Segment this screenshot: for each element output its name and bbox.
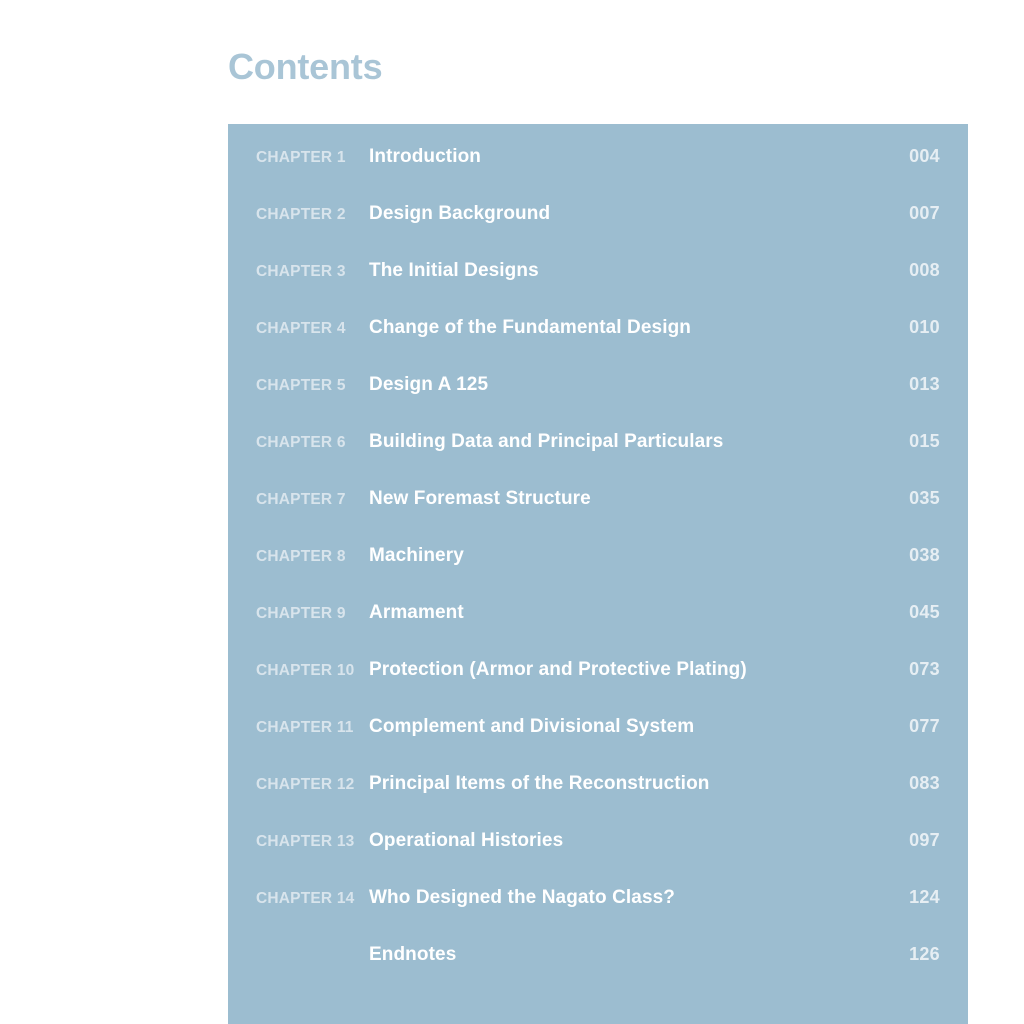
toc-page-number: 077 [909, 716, 940, 736]
toc-page-number: 124 [909, 887, 940, 907]
toc-entry[interactable] [228, 887, 968, 944]
toc-entry[interactable] [228, 545, 968, 602]
toc-chapter-label: CHAPTER 14 [256, 890, 355, 907]
toc-entry[interactable] [228, 260, 968, 317]
toc-entry[interactable] [228, 602, 968, 659]
toc-page-number: 126 [909, 944, 940, 964]
toc-chapter-title: Armament [369, 602, 464, 623]
toc-entry[interactable] [228, 659, 968, 716]
toc-chapter-title: New Foremast Structure [369, 488, 591, 509]
toc-chapter-title: Endnotes [369, 944, 457, 965]
toc-chapter-title: Design Background [369, 203, 551, 224]
toc-page-number: 013 [909, 374, 940, 394]
toc-chapter-title: Principal Items of the Reconstruction [369, 773, 710, 794]
toc-chapter-label: CHAPTER 1 [256, 149, 346, 166]
page-title: Contents [228, 46, 383, 87]
toc-chapter-label: CHAPTER 12 [256, 776, 355, 793]
toc-chapter-title: The Initial Designs [369, 260, 539, 281]
toc-chapter-label: CHAPTER 3 [256, 263, 346, 280]
toc-entry[interactable] [228, 317, 968, 374]
toc-page-number: 083 [909, 773, 940, 793]
toc-chapter-label: CHAPTER 6 [256, 434, 346, 451]
toc-entry[interactable] [228, 944, 968, 1001]
toc-chapter-title: Change of the Fundamental Design [369, 317, 691, 338]
toc-chapter-title: Introduction [369, 146, 482, 167]
toc-chapter-label: CHAPTER 7 [256, 491, 346, 508]
toc-page-number: 038 [909, 545, 940, 565]
toc-chapter-title: Operational Histories [369, 830, 564, 851]
toc-chapter-label: CHAPTER 8 [256, 548, 346, 565]
toc-page-number: 045 [909, 602, 940, 622]
toc-page-number: 008 [909, 260, 940, 280]
toc-entry[interactable] [228, 146, 968, 203]
table-of-contents-panel [228, 124, 968, 1024]
toc-chapter-title: Design A 125 [369, 374, 489, 395]
toc-chapter-label: CHAPTER 5 [256, 377, 346, 394]
toc-page-number: 007 [909, 203, 940, 223]
table-of-contents-list [228, 146, 968, 1001]
toc-chapter-label: CHAPTER 9 [256, 605, 346, 622]
toc-chapter-title: Who Designed the Nagato Class? [369, 887, 675, 908]
toc-page-number: 004 [909, 146, 940, 166]
toc-chapter-label: CHAPTER 4 [256, 320, 346, 337]
toc-chapter-label: CHAPTER 10 [256, 662, 355, 679]
toc-chapter-label: CHAPTER 2 [256, 206, 346, 223]
toc-entry[interactable] [228, 203, 968, 260]
toc-chapter-label: CHAPTER 11 [256, 719, 354, 736]
toc-page-number: 010 [909, 317, 940, 337]
toc-chapter-title: Protection (Armor and Protective Plating) [369, 659, 747, 680]
toc-entry[interactable] [228, 830, 968, 887]
toc-page-number: 035 [909, 488, 940, 508]
toc-entry[interactable] [228, 374, 968, 431]
toc-page-number: 097 [909, 830, 940, 850]
toc-entry[interactable] [228, 716, 968, 773]
toc-chapter-title: Machinery [369, 545, 464, 566]
toc-page-number: 015 [909, 431, 940, 451]
toc-chapter-label: CHAPTER 13 [256, 833, 355, 850]
toc-page-number: 073 [909, 659, 940, 679]
toc-entry[interactable] [228, 431, 968, 488]
toc-chapter-title: Building Data and Principal Particulars [369, 431, 724, 452]
toc-entry[interactable] [228, 488, 968, 545]
toc-entry[interactable] [228, 773, 968, 830]
toc-chapter-title: Complement and Divisional System [369, 716, 695, 737]
